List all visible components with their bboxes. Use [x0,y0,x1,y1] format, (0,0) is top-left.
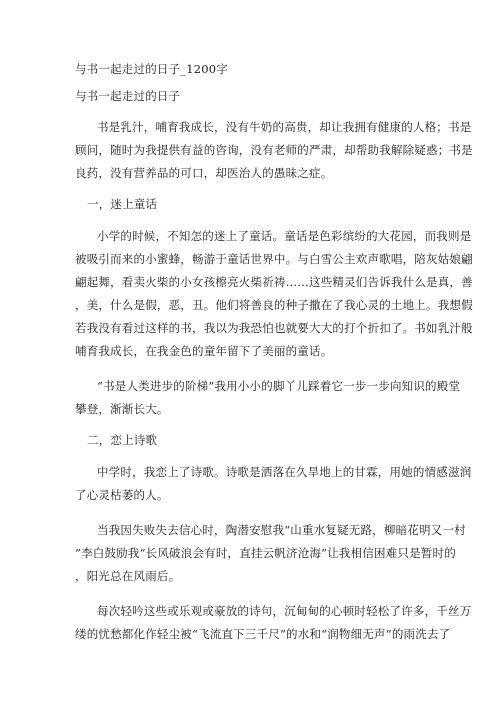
paragraph-line-text: 每次轻吟这些或乐观或豪放的诗句，沉甸甸的心顿时轻松了许多，千丝万 [97,604,472,618]
document-subtitle: 与书一起走过的日子 [75,89,181,103]
paragraph-line [75,375,461,398]
paragraph-line: 缕的忧愁都化作轻尘被“飞流直下三千尺”的水和“润物细无声”的雨洗去了 [75,627,451,641]
paragraph-line-text: 当我因失败失去信心时，陶潜安慰我“山重水复疑无路，柳暗花明又一村 [97,523,466,537]
paragraph-poetry-intro [75,461,472,507]
section-heading-poetry [75,433,427,448]
document-title: 与书一起走过的日子_1200字 [75,62,229,76]
paragraph-line [75,519,466,542]
paragraph-poetry-encouragement [75,519,466,588]
paragraph-line: 若我没有看过这样的书，我以为我恐怕也就要大大的打个折扣了。书如乳汁般 [75,321,473,335]
paragraph-poetry-relief [75,600,472,646]
paragraph-line: 翩起舞，看卖火柴的小女孩檫亮火柴祈祷……这些精灵们告诉我什么是真，善 [75,275,473,289]
paragraph-line: 被吸引而来的小蜜蜂，畅游于童话世界中。与白雪公主欢声歌唱，陪灰姑娘翩 [75,252,473,266]
paragraph-line [75,461,472,484]
document-content [75,62,473,658]
paragraph-line: ，阳光总在风雨后。 [75,569,181,583]
paragraph-line: 顾问，随时为我提供有益的咨询，没有老师的严肃，却帮助我解除疑惑；书是 [75,143,473,157]
paragraph-line [75,225,472,248]
section-heading-text: 一，迷上童话 [87,197,158,211]
paragraph-line: ”李白鼓励我“长风破浪会有时，直挂云帆济沧海”让我相信困难只是暂时的 [75,546,456,560]
paragraph-line: 良药，没有营养品的可口，却医治人的愚昧之症。 [75,166,333,180]
paragraph-line-text: 书是乳汁，哺育我成长，没有牛奶的高贵，却让我拥有健康的人格；书是 [97,120,472,134]
paragraph-line: ，美，什么是假，恶，丑。他们将善良的种子撒在了我心灵的土地上。我想假 [75,298,473,312]
paragraph-line: 攀登，渐渐长大。 [75,402,169,416]
section-heading-text: 二，恋上诗歌 [87,433,158,447]
paragraph-intro [75,116,473,185]
paragraph-line-text: 中学时，我恋上了诗歌。诗歌是洒落在久旱地上的甘霖，用她的情感滋润 [97,465,472,479]
paragraph-line [75,600,472,623]
paragraph-line: 哺育我成长，在我金色的童年留下了美丽的童话。 [75,344,333,358]
paragraph-ladder-quote [75,375,461,421]
paragraph-line [75,116,472,139]
paragraph-line-text: “书是人类进步的阶梯”我用小小的脚丫儿踩着它一步一步向知识的殿堂 [97,379,461,393]
paragraph-line: 了心灵枯萎的人。 [75,488,169,502]
paragraph-line-text: 小学的时候，不知怎的迷上了童话。童话是色彩缤纷的大花园，而我则是 [97,229,472,243]
section-heading-fairy-tales [75,197,427,212]
paragraph-fairy-tales [75,225,473,363]
